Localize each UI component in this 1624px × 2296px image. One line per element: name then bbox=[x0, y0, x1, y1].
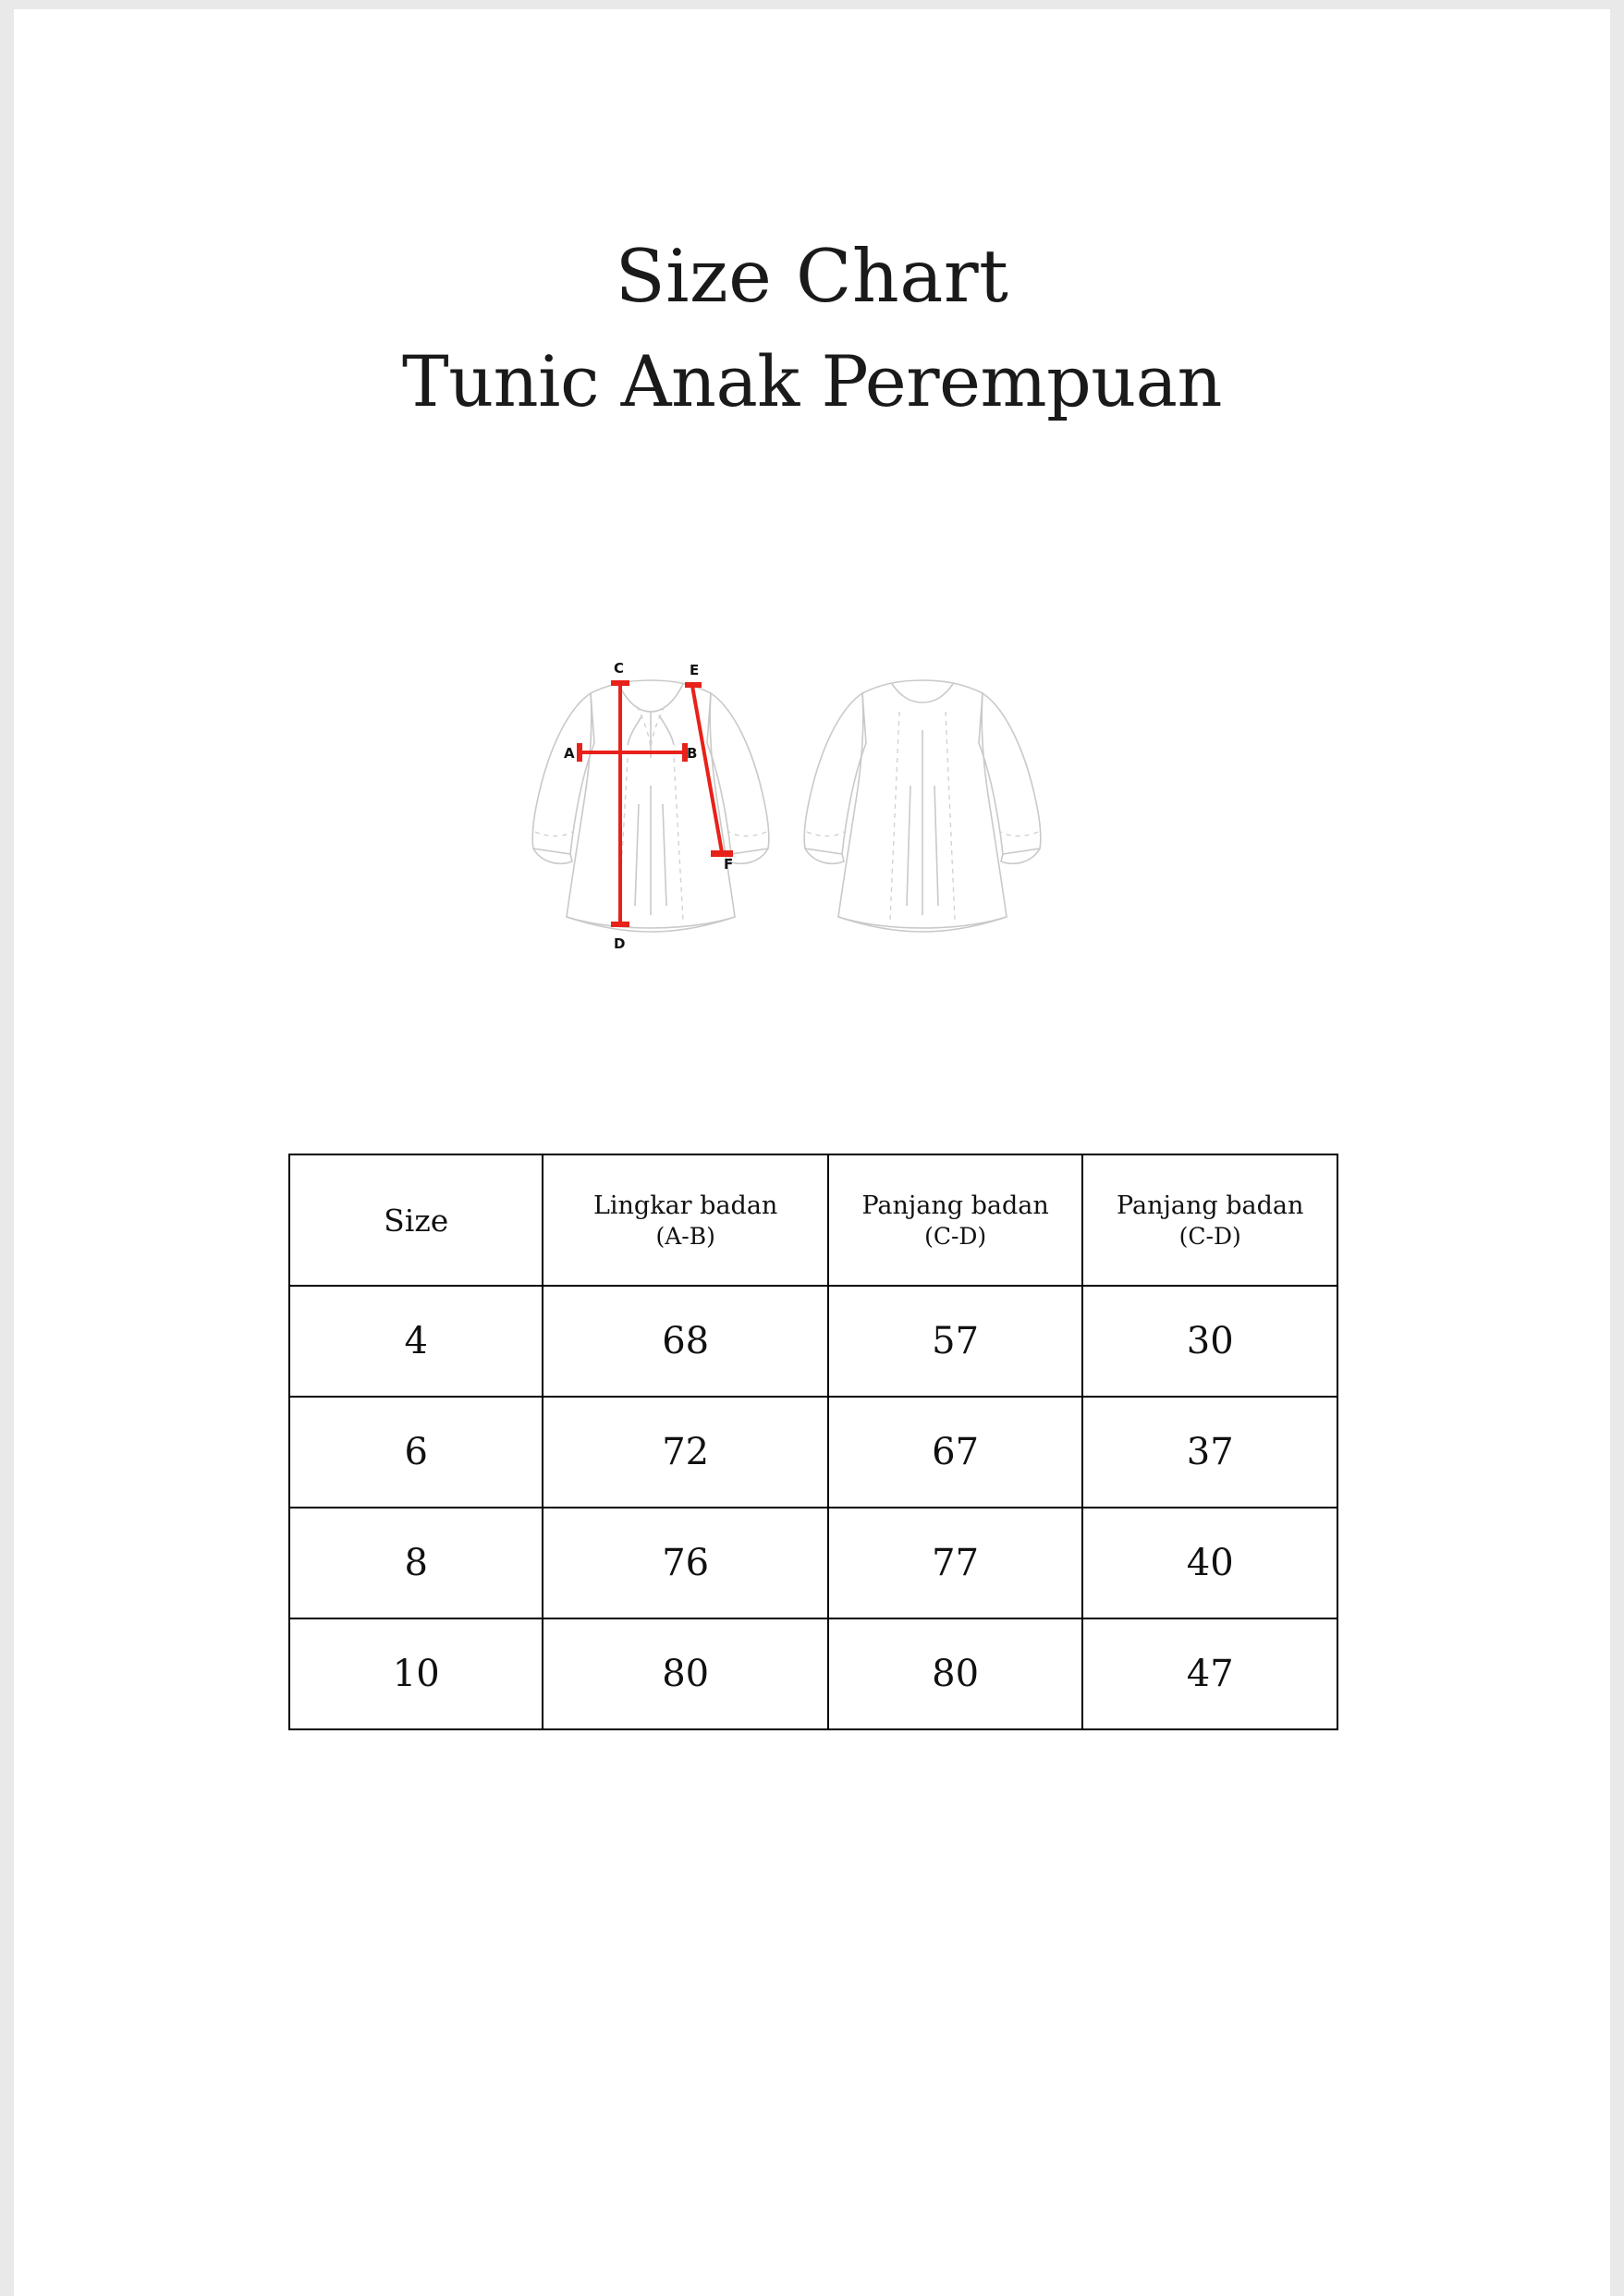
column-header-size bbox=[289, 1154, 543, 1286]
column-header-lingkar-badan-line1: Lingkar badan bbox=[592, 1191, 778, 1220]
size-chart-table-wrap bbox=[288, 1154, 1338, 1730]
column-header-panjang-badan-2-line1: Panjang badan bbox=[1117, 1191, 1304, 1220]
page-title: Size Chart bbox=[615, 234, 1009, 319]
cell-lingkar-badan: 72 bbox=[543, 1397, 827, 1508]
table-row bbox=[289, 1618, 1337, 1729]
cell-panjang-badan-2: 30 bbox=[1082, 1286, 1337, 1397]
column-header-panjang-badan-2-line2: (C-D) bbox=[1178, 1222, 1241, 1250]
column-header-panjang-badan-2 bbox=[1082, 1154, 1337, 1286]
column-header-size-label: Size bbox=[384, 1202, 449, 1239]
marker-label-f: F bbox=[723, 856, 733, 873]
cell-panjang-badan-1: 77 bbox=[828, 1508, 1083, 1618]
table-row bbox=[289, 1397, 1337, 1508]
marker-label-d: D bbox=[613, 935, 625, 952]
cell-size: 4 bbox=[289, 1286, 543, 1397]
marker-label-c: C bbox=[613, 660, 624, 677]
table-row bbox=[289, 1286, 1337, 1397]
cell-panjang-badan-1: 80 bbox=[828, 1618, 1083, 1729]
tunic-technical-drawing bbox=[14, 647, 1610, 1081]
cell-size: 6 bbox=[289, 1397, 543, 1508]
page-subtitle: Tunic Anak Perempuan bbox=[402, 340, 1222, 422]
cell-panjang-badan-2: 40 bbox=[1082, 1508, 1337, 1618]
tunic-illustration-svg bbox=[480, 647, 1145, 1035]
column-header-lingkar-badan bbox=[543, 1154, 827, 1286]
marker-label-b: B bbox=[686, 745, 697, 762]
cell-size: 8 bbox=[289, 1508, 543, 1618]
cell-lingkar-badan: 76 bbox=[543, 1508, 827, 1618]
size-chart-page bbox=[14, 9, 1610, 2296]
cell-panjang-badan-1: 67 bbox=[828, 1397, 1083, 1508]
front-view-sketch bbox=[532, 680, 769, 932]
back-view-sketch bbox=[804, 680, 1041, 932]
cell-lingkar-badan: 80 bbox=[543, 1618, 827, 1729]
column-header-panjang-badan-1 bbox=[828, 1154, 1083, 1286]
column-header-lingkar-badan-line2: (A-B) bbox=[655, 1222, 715, 1250]
cell-panjang-badan-2: 37 bbox=[1082, 1397, 1337, 1508]
page-title-block bbox=[14, 234, 1610, 425]
table-header-row bbox=[289, 1154, 1337, 1286]
marker-label-a: A bbox=[563, 745, 575, 762]
cell-panjang-badan-2: 47 bbox=[1082, 1618, 1337, 1729]
table-row bbox=[289, 1508, 1337, 1618]
marker-label-e: E bbox=[689, 662, 699, 678]
cell-size: 10 bbox=[289, 1618, 543, 1729]
size-chart-table bbox=[288, 1154, 1338, 1730]
cell-lingkar-badan: 68 bbox=[543, 1286, 827, 1397]
column-header-panjang-badan-1-line1: Panjang badan bbox=[861, 1191, 1049, 1220]
column-header-panjang-badan-1-line2: (C-D) bbox=[924, 1222, 987, 1250]
cell-panjang-badan-1: 57 bbox=[828, 1286, 1083, 1397]
